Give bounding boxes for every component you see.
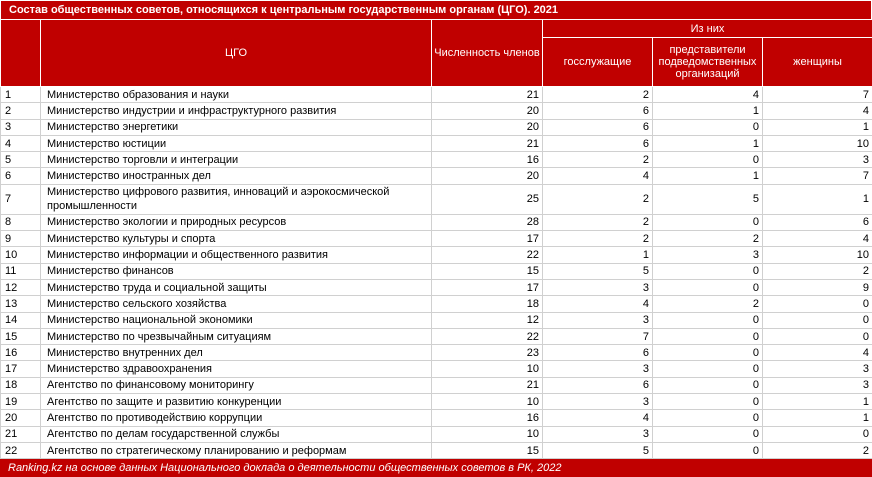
- table-row: [1, 168, 872, 184]
- row-women: 7: [763, 168, 872, 184]
- row-members: 20: [432, 103, 543, 119]
- row-women: 0: [763, 296, 872, 312]
- row-members: 10: [432, 361, 543, 377]
- row-members: 21: [432, 377, 543, 393]
- table-row: [1, 184, 872, 214]
- row-women: 4: [763, 103, 872, 119]
- row-index: 12: [1, 279, 41, 295]
- header-members: Численность членов: [432, 20, 543, 87]
- row-civil-servants: 1: [543, 247, 653, 263]
- row-members: 16: [432, 410, 543, 426]
- row-women: 6: [763, 214, 872, 230]
- row-subordinate-reps: 0: [653, 426, 763, 442]
- row-civil-servants: 2: [543, 152, 653, 168]
- row-index: 22: [1, 442, 41, 458]
- row-members: 10: [432, 426, 543, 442]
- row-index: 16: [1, 345, 41, 361]
- row-civil-servants: 6: [543, 103, 653, 119]
- row-name: Министерство образования и науки: [41, 87, 432, 103]
- row-members: 28: [432, 214, 543, 230]
- header-cgo: ЦГО: [41, 20, 432, 87]
- row-index: 7: [1, 184, 41, 214]
- table-row: [1, 152, 872, 168]
- row-women: 10: [763, 135, 872, 151]
- row-members: 21: [432, 135, 543, 151]
- row-index: 9: [1, 231, 41, 247]
- row-subordinate-reps: 0: [653, 328, 763, 344]
- row-members: 20: [432, 119, 543, 135]
- header-index: [1, 20, 41, 87]
- row-index: 20: [1, 410, 41, 426]
- table-row: [1, 119, 872, 135]
- row-women: 10: [763, 247, 872, 263]
- row-name: Агентство по делам государственной службы: [41, 426, 432, 442]
- row-women: 0: [763, 312, 872, 328]
- table-row: [1, 394, 872, 410]
- row-index: 11: [1, 263, 41, 279]
- row-subordinate-reps: 1: [653, 103, 763, 119]
- row-women: 0: [763, 328, 872, 344]
- row-members: 17: [432, 279, 543, 295]
- table-row: [1, 87, 872, 103]
- row-civil-servants: 4: [543, 168, 653, 184]
- row-civil-servants: 5: [543, 442, 653, 458]
- row-name: Министерство внутренних дел: [41, 345, 432, 361]
- row-subordinate-reps: 0: [653, 377, 763, 393]
- row-index: 13: [1, 296, 41, 312]
- row-members: 25: [432, 184, 543, 214]
- row-index: 6: [1, 168, 41, 184]
- table-row: [1, 328, 872, 344]
- row-name: Министерство по чрезвычайным ситуациям: [41, 328, 432, 344]
- row-women: 2: [763, 263, 872, 279]
- row-women: 1: [763, 119, 872, 135]
- table-row: [1, 426, 872, 442]
- row-civil-servants: 3: [543, 394, 653, 410]
- table-row: [1, 345, 872, 361]
- header-subordinate-reps: представители подведомственных организаций: [653, 38, 763, 87]
- row-name: Министерство цифрового развития, инноваций и аэрокосмической промышленности: [41, 184, 432, 214]
- row-index: 1: [1, 87, 41, 103]
- row-name: Министерство экологии и природных ресурсов: [41, 214, 432, 230]
- table-row: [1, 214, 872, 230]
- row-subordinate-reps: 1: [653, 168, 763, 184]
- row-members: 23: [432, 345, 543, 361]
- row-index: 14: [1, 312, 41, 328]
- row-members: 17: [432, 231, 543, 247]
- row-name: Министерство труда и социальной защиты: [41, 279, 432, 295]
- row-civil-servants: 3: [543, 312, 653, 328]
- row-members: 22: [432, 247, 543, 263]
- row-name: Министерство сельского хозяйства: [41, 296, 432, 312]
- table-row: [1, 247, 872, 263]
- table-title: Состав общественных советов, относящихся к центральным государственным органам (ЦГО). 2021: [0, 0, 872, 19]
- table-row: [1, 135, 872, 151]
- source-footer: Ranking.kz на основе данных Национального доклада о деятельности общественных советов в РК, 2022: [0, 459, 872, 477]
- row-name: Министерство индустрии и инфраструктурного развития: [41, 103, 432, 119]
- row-members: 18: [432, 296, 543, 312]
- row-civil-servants: 3: [543, 361, 653, 377]
- row-subordinate-reps: 0: [653, 394, 763, 410]
- row-members: 10: [432, 394, 543, 410]
- row-members: 21: [432, 87, 543, 103]
- row-members: 20: [432, 168, 543, 184]
- header-of-them: Из них: [543, 20, 872, 38]
- row-name: Министерство культуры и спорта: [41, 231, 432, 247]
- row-civil-servants: 6: [543, 135, 653, 151]
- header-women: женщины: [763, 38, 872, 87]
- row-subordinate-reps: 0: [653, 410, 763, 426]
- row-civil-servants: 4: [543, 410, 653, 426]
- row-women: 9: [763, 279, 872, 295]
- row-civil-servants: 2: [543, 214, 653, 230]
- row-name: Министерство энергетики: [41, 119, 432, 135]
- row-index: 4: [1, 135, 41, 151]
- row-name: Министерство национальной экономики: [41, 312, 432, 328]
- row-women: 1: [763, 410, 872, 426]
- row-members: 15: [432, 263, 543, 279]
- row-index: 15: [1, 328, 41, 344]
- row-subordinate-reps: 0: [653, 152, 763, 168]
- row-civil-servants: 2: [543, 87, 653, 103]
- table-row: [1, 296, 872, 312]
- header-civil-servants: госслужащие: [543, 38, 653, 87]
- row-women: 0: [763, 426, 872, 442]
- row-subordinate-reps: 4: [653, 87, 763, 103]
- table-row: [1, 361, 872, 377]
- table-row: [1, 279, 872, 295]
- row-women: 3: [763, 377, 872, 393]
- row-name: Министерство иностранных дел: [41, 168, 432, 184]
- row-civil-servants: 4: [543, 296, 653, 312]
- row-subordinate-reps: 0: [653, 442, 763, 458]
- row-subordinate-reps: 0: [653, 361, 763, 377]
- table-row: [1, 410, 872, 426]
- row-members: 12: [432, 312, 543, 328]
- row-women: 1: [763, 394, 872, 410]
- row-women: 4: [763, 231, 872, 247]
- row-subordinate-reps: 0: [653, 263, 763, 279]
- row-women: 3: [763, 361, 872, 377]
- row-subordinate-reps: 2: [653, 231, 763, 247]
- row-index: 18: [1, 377, 41, 393]
- row-women: 2: [763, 442, 872, 458]
- table-body: [1, 87, 872, 459]
- table-row: [1, 231, 872, 247]
- row-name: Агентство по финансовому мониторингу: [41, 377, 432, 393]
- row-members: 15: [432, 442, 543, 458]
- table-row: [1, 442, 872, 458]
- row-civil-servants: 7: [543, 328, 653, 344]
- row-index: 19: [1, 394, 41, 410]
- row-index: 21: [1, 426, 41, 442]
- row-civil-servants: 6: [543, 119, 653, 135]
- row-name: Агентство по противодействию коррупции: [41, 410, 432, 426]
- row-subordinate-reps: 5: [653, 184, 763, 214]
- row-civil-servants: 6: [543, 345, 653, 361]
- row-name: Министерство здравоохранения: [41, 361, 432, 377]
- row-subordinate-reps: 1: [653, 135, 763, 151]
- row-civil-servants: 6: [543, 377, 653, 393]
- row-civil-servants: 2: [543, 231, 653, 247]
- row-index: 17: [1, 361, 41, 377]
- row-index: 3: [1, 119, 41, 135]
- row-civil-servants: 5: [543, 263, 653, 279]
- row-subordinate-reps: 3: [653, 247, 763, 263]
- row-subordinate-reps: 0: [653, 312, 763, 328]
- row-name: Агентство по стратегическому планированию и реформам: [41, 442, 432, 458]
- row-index: 2: [1, 103, 41, 119]
- row-women: 1: [763, 184, 872, 214]
- row-subordinate-reps: 2: [653, 296, 763, 312]
- row-women: 4: [763, 345, 872, 361]
- row-civil-servants: 3: [543, 426, 653, 442]
- row-subordinate-reps: 0: [653, 119, 763, 135]
- table-row: [1, 377, 872, 393]
- row-index: 8: [1, 214, 41, 230]
- row-members: 22: [432, 328, 543, 344]
- row-subordinate-reps: 0: [653, 279, 763, 295]
- row-name: Агентство по защите и развитию конкуренции: [41, 394, 432, 410]
- row-name: Министерство информации и общественного развития: [41, 247, 432, 263]
- row-name: Министерство торговли и интеграции: [41, 152, 432, 168]
- table-row: [1, 312, 872, 328]
- row-subordinate-reps: 0: [653, 345, 763, 361]
- row-name: Министерство юстиции: [41, 135, 432, 151]
- row-name: Министерство финансов: [41, 263, 432, 279]
- table-row: [1, 103, 872, 119]
- row-civil-servants: 3: [543, 279, 653, 295]
- row-women: 3: [763, 152, 872, 168]
- table-row: [1, 263, 872, 279]
- row-index: 5: [1, 152, 41, 168]
- row-women: 7: [763, 87, 872, 103]
- row-civil-servants: 2: [543, 184, 653, 214]
- row-index: 10: [1, 247, 41, 263]
- row-subordinate-reps: 0: [653, 214, 763, 230]
- row-members: 16: [432, 152, 543, 168]
- councils-table: [0, 19, 872, 459]
